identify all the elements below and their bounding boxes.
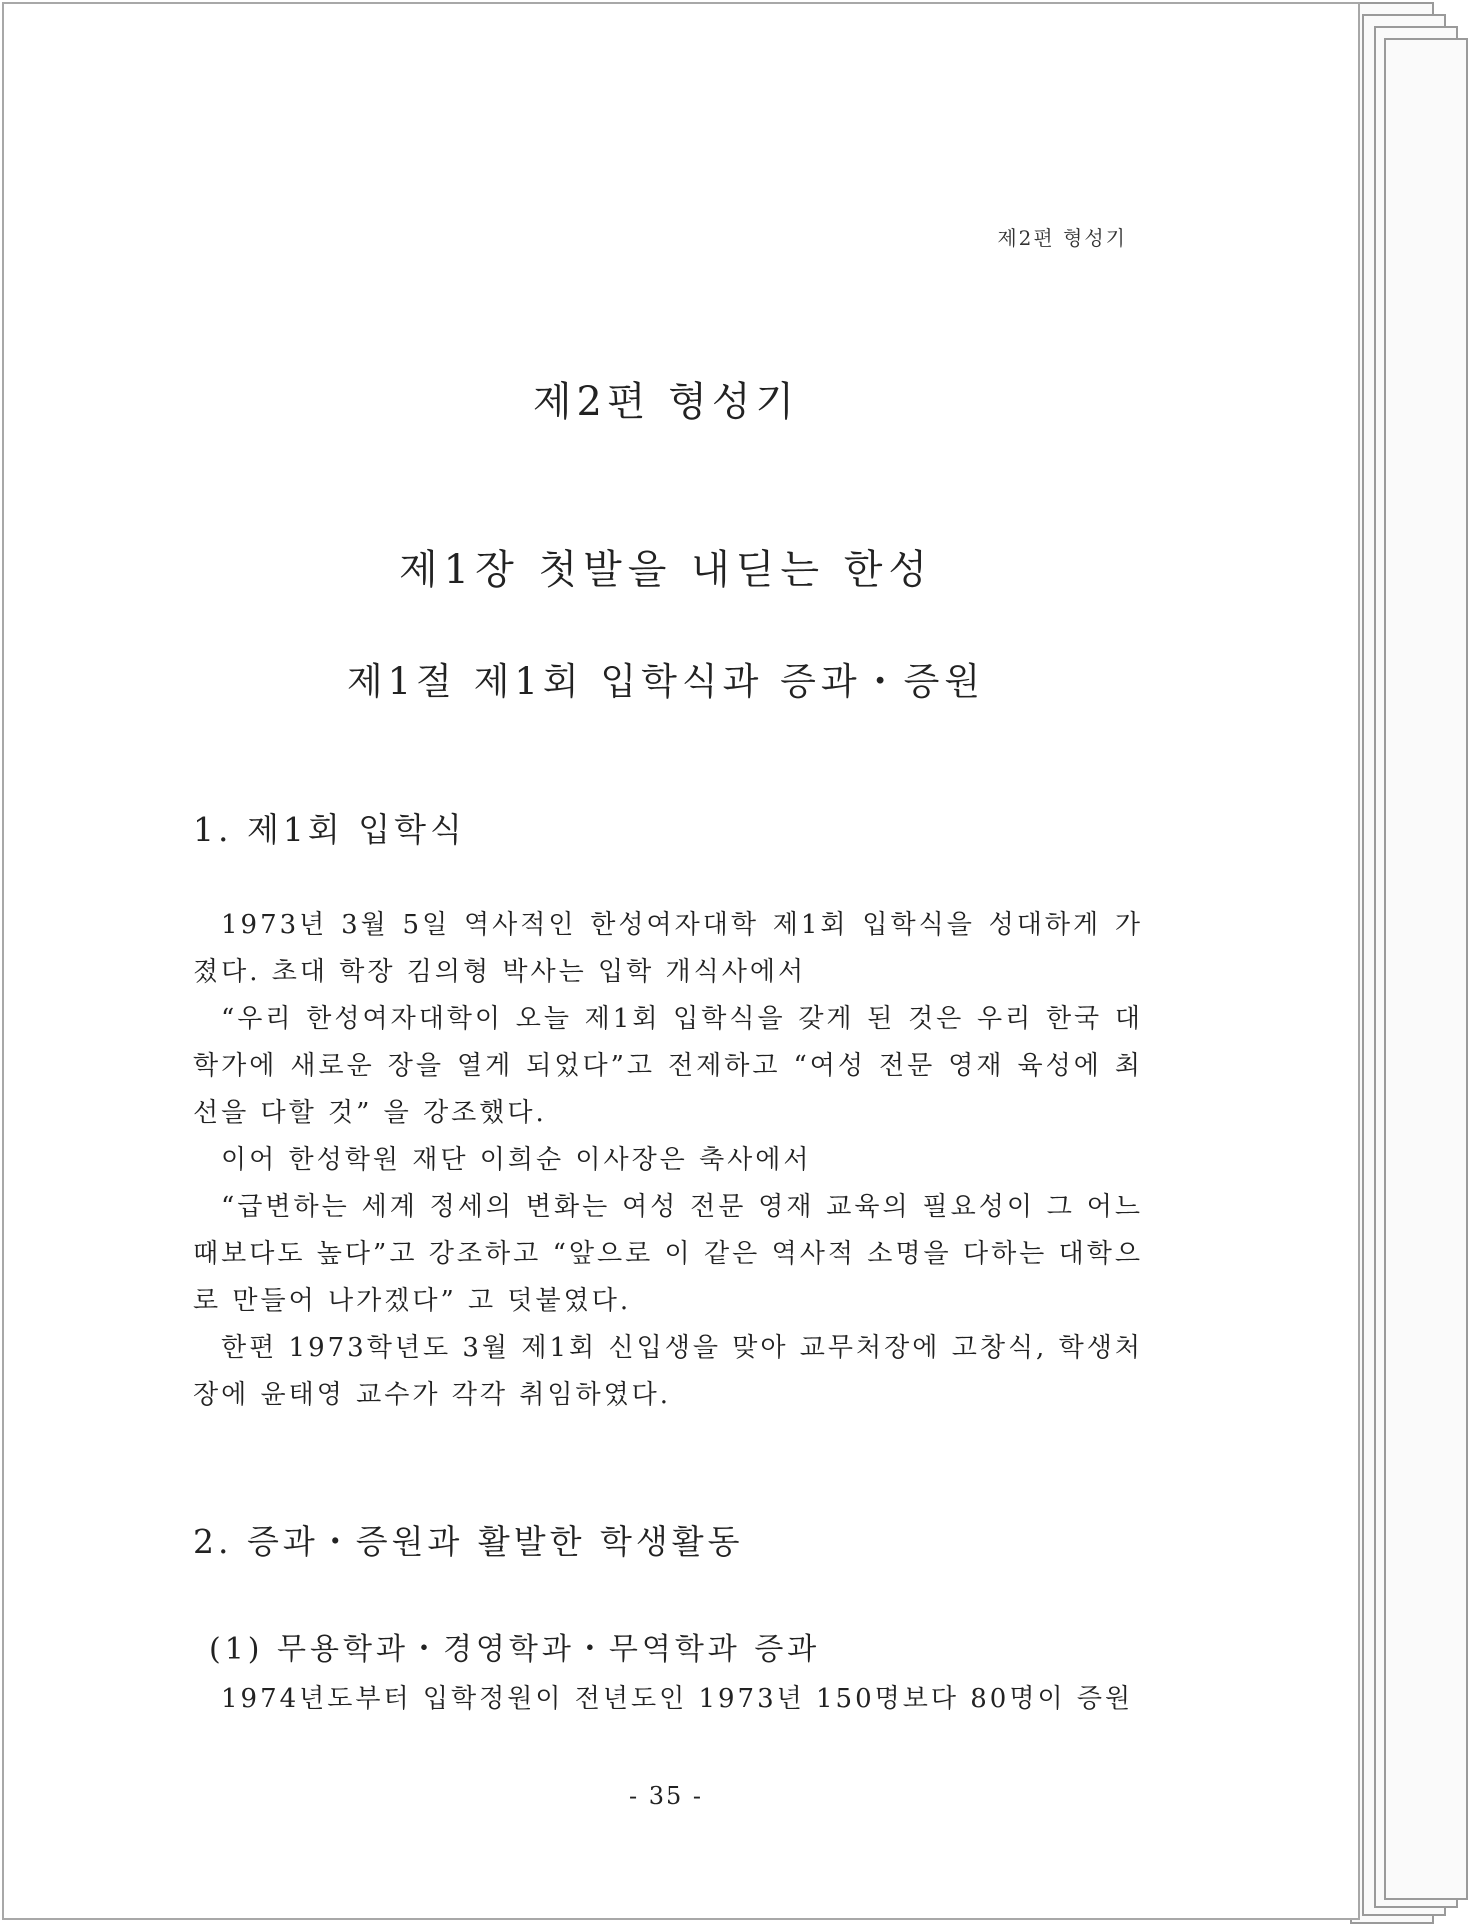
paragraph: 한편 1973학년도 3월 제1회 신입생을 맞아 교무처장에 고창식, 학생처장에 윤태영 교수가 각각 취임하였다. [193, 1333, 1143, 1410]
section2-heading: 2. 증과・증원과 활발한 학생활동 [193, 1522, 744, 1561]
page-number: - 35 - [628, 1782, 703, 1810]
running-head: 제2편 형성기 [997, 226, 1127, 250]
section-title: 제1절 제1회 입학식과 증과・증원 [346, 660, 986, 703]
section2-subheading: (1) 무용학과・경영학과・무역학과 증과 [209, 1632, 821, 1667]
section2-body [193, 1676, 1143, 1723]
chapter-title: 제1장 첫발을 내딛는 한성 [399, 547, 933, 593]
section1-heading: 1. 제1회 입학식 [193, 810, 466, 849]
paragraph: “우리 한성여자대학이 오늘 제1회 입학식을 갖게 된 것은 우리 한국 대학가에 새로운 장을 열게 되었다”고 전제하고 “여성 전문 영재 육성에 최선을 다할 것” 을 강조했다. [193, 1004, 1143, 1128]
paragraph: “급변하는 세계 정세의 변화는 여성 전문 영재 교육의 필요성이 그 어느 때보다도 높다”고 강조하고 “앞으로 이 같은 역사적 소명을 다하는 대학으로 만들어 나가겠다” 고 덧붙였다. [193, 1192, 1143, 1316]
paragraph: 1974년도부터 입학정원이 전년도인 1973년 150명보다 80명이 증원 [221, 1684, 1134, 1714]
paragraph: 이어 한성학원 재단 이희순 이사장은 축사에서 [221, 1145, 812, 1175]
section1-body [193, 902, 1143, 1419]
stack-layer [1384, 38, 1468, 1900]
page-stack-edge [1350, 0, 1469, 1926]
document-page [2, 2, 1360, 1920]
paragraph: 1973년 3월 5일 역사적인 한성여자대학 제1회 입학식을 성대하게 가졌다. 초대 학장 김의형 박사는 입학 개식사에서 [193, 910, 1143, 987]
part-title: 제2편 형성기 [532, 379, 800, 425]
